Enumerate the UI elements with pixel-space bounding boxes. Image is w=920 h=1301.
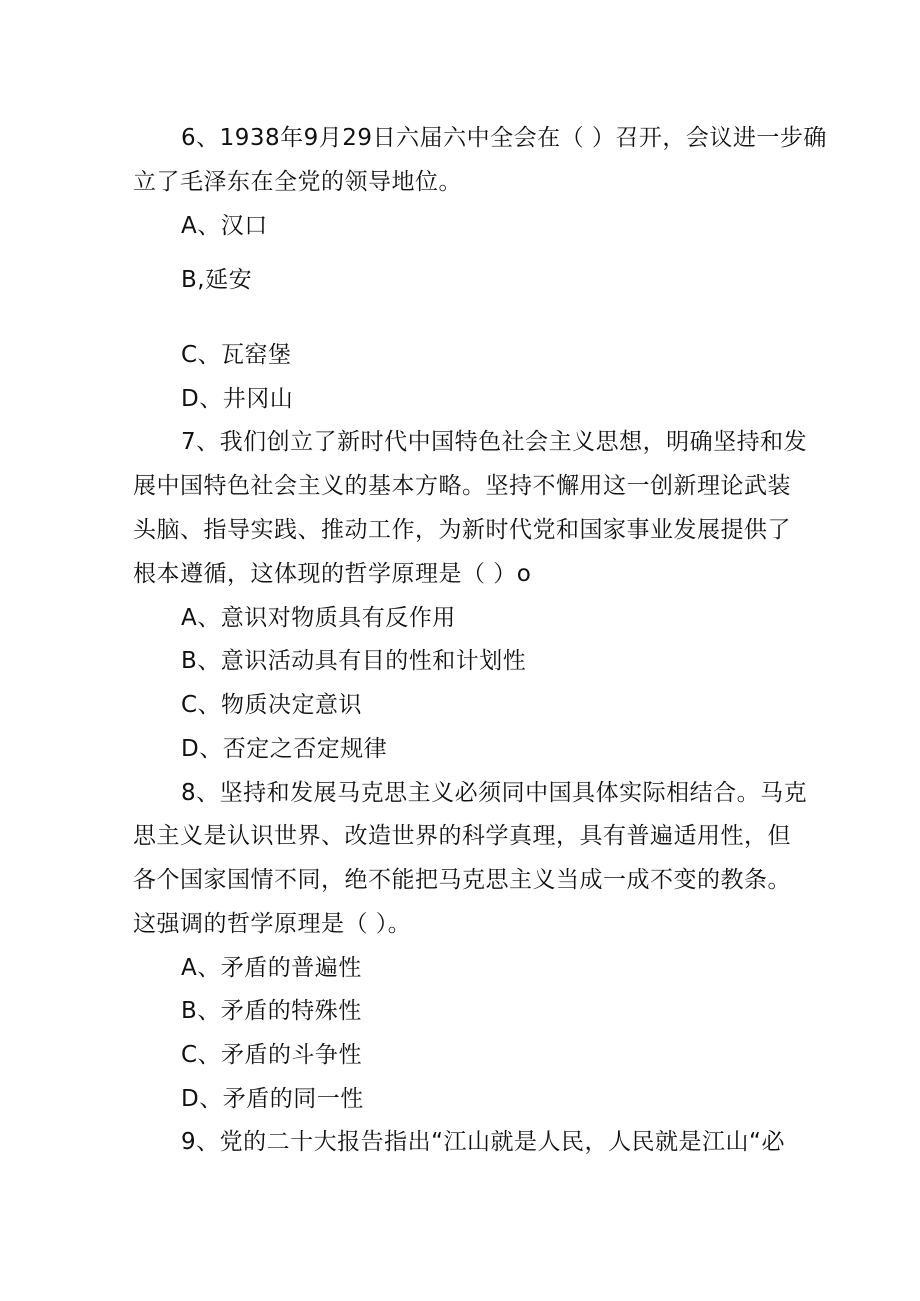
question-7-option-d: D、否定之否定规律	[181, 736, 388, 762]
question-7-option-c: C、物质决定意识	[181, 692, 363, 718]
question-8-stem-line-2: 思主义是认识世界、改造世界的科学真理，具有普遍适用性，但	[133, 823, 791, 849]
question-8-option-b: B、矛盾的特殊性	[181, 998, 362, 1024]
question-9-stem-line-1: 9、党的二十大报告指出“江山就是人民，人民就是江山“必	[181, 1129, 785, 1155]
question-7-stem-line-1: 7、我们创立了新时代中国特色社会主义思想，明确坚持和发	[181, 429, 808, 455]
question-6-stem-line-1: 6、1938年9月29日六届六中全会在（ ）召开，会议进一步确	[181, 125, 827, 151]
question-6-option-b: B,延安	[181, 267, 253, 293]
question-6-option-a: A、汉口	[181, 213, 268, 239]
question-8-stem-line-4: 这强调的哲学原理是（ ）。	[133, 911, 412, 937]
question-6-stem-line-2: 立了毛泽东在全党的领导地位。	[133, 169, 462, 195]
question-8-option-c: C、矛盾的斗争性	[181, 1042, 363, 1068]
question-7-stem-line-2: 展中国特色社会主义的基本方略。坚持不懈用这一创新理论武装	[133, 473, 791, 499]
question-6-option-d: D、井冈山	[181, 386, 294, 412]
question-7-option-a: A、意识对物质具有反作用	[181, 605, 456, 631]
question-8-option-a: A、矛盾的普遍性	[181, 955, 362, 981]
question-6-option-c: C、瓦窑堡	[181, 342, 292, 368]
question-7-stem-line-4: 根本遵循，这体现的哲学原理是（ ）o	[133, 561, 532, 587]
question-8-stem-line-3: 各个国家国情不同，绝不能把马克思主义当成一成不变的教条。	[133, 867, 791, 893]
question-7-stem-line-3: 头脑、指导实践、推动工作，为新时代党和国家事业发展提供了	[133, 517, 791, 543]
question-8-option-d: D、矛盾的同一性	[181, 1086, 364, 1112]
question-8-stem-line-1: 8、坚持和发展马克思主义必须同中国具体实际相结合。马克	[181, 780, 808, 806]
question-7-option-b: B、意识活动具有目的性和计划性	[181, 648, 527, 674]
